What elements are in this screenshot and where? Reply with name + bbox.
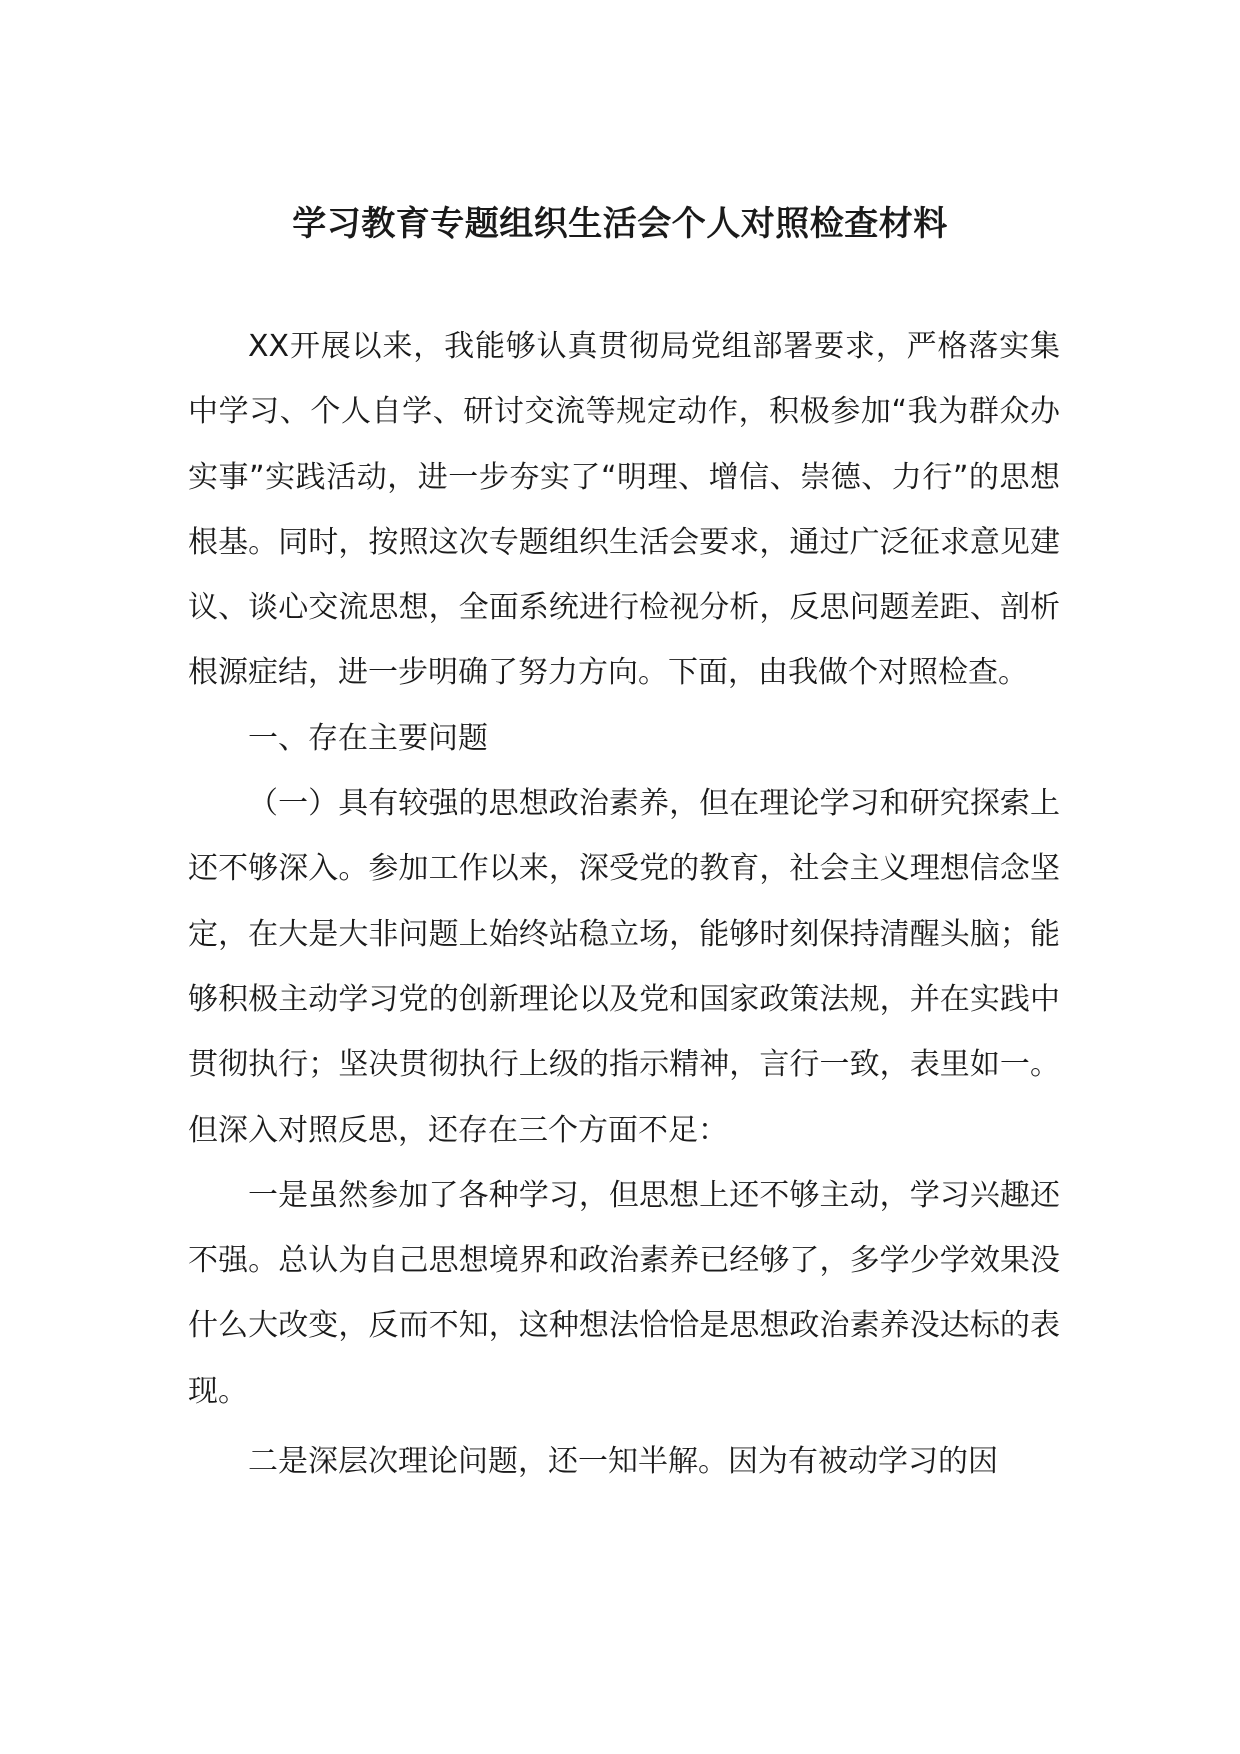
paragraph-problem-one: （一）具有较强的思想政治素养，但在理论学习和研究探索上还不够深入。参加工作以来，深受党的教育，社会主义理想信念坚定，在大是大非问题上始终站稳立场，能够时刻保持清醒头脑；能够积极主动学习党的创新理论以及党和国家政策法规，并在实践中贯彻执行；坚决贯彻执行上级的指示精神，言行一致，表里如一。但深入对照反思，还存在三个方面不足： <box>188 786 1060 1148</box>
section-heading-main-problems: 一、存在主要问题 <box>248 720 488 756</box>
document-body <box>188 314 1060 1494</box>
paragraph-point-two: 二是深层次理论问题，还一知半解。因为有被动学习的因 <box>248 1444 998 1480</box>
paragraph-point-one: 一是虽然参加了各种学习，但思想上还不够主动，学习兴趣还不强。总认为自己思想境界和政治素养已经够了，多学少学效果没什么大改变，反而不知，这种想法恰恰是思想政治素养没达标的表现。 <box>188 1177 1060 1409</box>
document-title: 学习教育专题组织生活会个人对照检查材料 <box>292 204 948 244</box>
paragraph-intro: XX开展以来，我能够认真贯彻局党组部署要求，严格落实集中学习、个人自学、研讨交流等规定动作，积极参加“我为群众办实事”实践活动，进一步夯实了“明理、增信、崇德、力行”的思想根基。同时，按照这次专题组织生活会要求，通过广泛征求意见建议、谈心交流思想，全面系统进行检视分析，反思问题差距、剖析根源症结，进一步明确了努力方向。下面，由我做个对照检查。 <box>188 329 1060 691</box>
